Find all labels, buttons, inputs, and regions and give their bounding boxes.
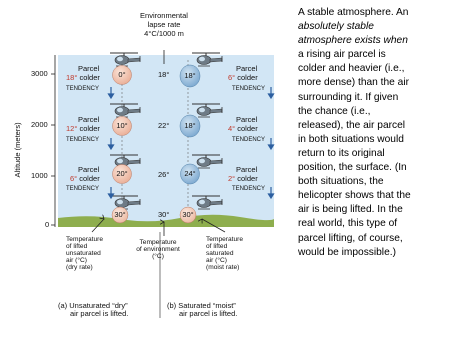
label-lifted-saturated: Temperature of lifted saturated air (°C) (moist rate) — [206, 236, 244, 271]
label-environment: Temperature of environment (°C) — [136, 239, 180, 260]
right-diff-3000: 6° — [228, 73, 236, 82]
right-diff-1000: 2° — [228, 174, 236, 183]
panel-caption-a: (a) Unsaturated “dry” air parcel is lifted. — [58, 301, 129, 318]
y-tick-1000: 1000 — [31, 171, 48, 180]
y-tick-2000: 2000 — [31, 120, 48, 129]
env-title: Environmental — [140, 11, 188, 20]
right-temp-1000: 24° — [184, 169, 196, 178]
left-temp-3000: 0° — [118, 70, 126, 79]
env-temp-3000: 18° — [158, 70, 170, 79]
left-temp-2000: 10° — [116, 121, 128, 130]
caption-text: A stable atmosphere. An absolutely stable atmosphere exists when a rising air parcel is colder and heavier (i.e., more dense) than the air surrounding it. If given the chance (i.e., released), the air parcel in both situations would return to its original position, the surface. (In both situations, the helicopter shows that the air is being lifted. In the real world, this type of parcel lifting, of course, would be impossible.) — [298, 7, 411, 258]
right-temp-2000: 18° — [184, 121, 196, 130]
env-temp-1000: 26° — [158, 170, 170, 179]
env-rate: 4°C/1000 m — [144, 29, 184, 38]
left-diff-1000: 6° — [70, 174, 78, 183]
stability-figure: Environmental lapse rate 4°C/1000 m Altitude (meters) 3000 2000 1000 0 18° 22° 26° 30° 0° 10° 20° 30° 18° 18° 24° 30° Parcel 18° colder TENDENCY Parcel 12° colder TENDENCY Parcel 6° colder TENDENCY Parcel 6° colder TENDENCY Parcel 4° colder TENDENCY Parcel 2° colder TENDENCY Temperature of lifted unsaturated air (°C) (dry rate) Temperature of environment (°C) Temperature of lifted saturated air (°C) (moist rate) (a) Unsaturated “dry” air parcel is lifted. (b) Saturated “moist” air parcel is lifted. — [0, 0, 290, 338]
right-diff-2000: 4° — [228, 124, 236, 133]
y-tick-3000: 3000 — [31, 69, 48, 78]
env-title-line2: lapse rate — [147, 20, 181, 29]
left-temp-surface: 30° — [114, 210, 126, 219]
env-temp-2000: 22° — [158, 121, 170, 130]
y-axis-label: Altitude (meters) — [13, 122, 23, 178]
left-temp-1000: 20° — [116, 169, 128, 178]
right-temp-surface: 30° — [182, 210, 194, 219]
env-temp-surface: 30° — [158, 210, 170, 219]
left-diff-3000: 18° — [66, 73, 78, 82]
panel-caption-b: (b) Saturated “moist” air parcel is lifted. — [167, 301, 238, 318]
y-tick-0: 0 — [45, 220, 50, 229]
left-diff-2000: 12° — [66, 124, 78, 133]
right-temp-3000: 18° — [184, 71, 196, 80]
label-lifted-unsaturated: Temperature of lifted unsaturated air (°C) (dry rate) — [66, 236, 104, 271]
